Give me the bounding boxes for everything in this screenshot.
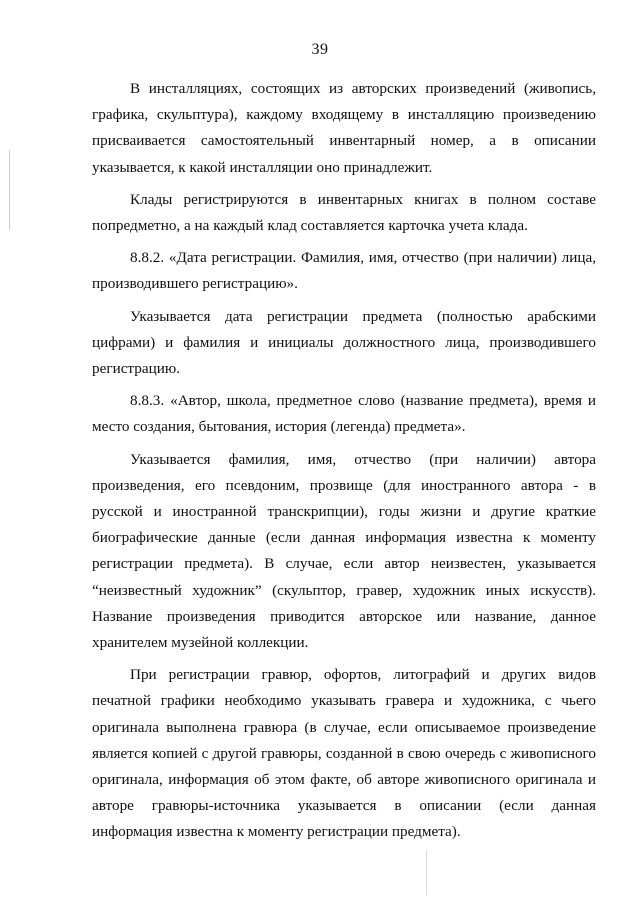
binding-mark: [426, 850, 427, 895]
paragraph-section-8-8-2: 8.8.2. «Дата регистрации. Фамилия, имя, отчество (при наличии) лица, производившего регистрацию».: [92, 249, 596, 293]
paragraph-treasures: Клады регистрируются в инвентарных книгах в полном составе попредметно, а на каждый клад составляется карточка учета клада.: [92, 190, 596, 235]
paragraph-author-info: Указывается фамилия, имя, отчество (при наличии) автора произведения, его псевдоним, прозвище (для иностранного автора - в русской и иностранной транскрипции), годы жизни и другие краткие биографические данные (если данная информация известна к моменту регистрации предмета). В случае, если автор неизвестен, указывается “неизвестный художник” (скульптор, гравер, художник иных искусств). Название произведения приводится авторское или название, данное хранителем музейной коллекции.: [92, 450, 596, 652]
paragraph-registration-date: Указывается дата регистрации предмета (полностью арабскими цифрами) и фамилия и инициалы должностного лица, производившего регистрацию.: [92, 307, 596, 378]
binding-mark: [9, 150, 10, 230]
paragraph-installations: В инсталляциях, состоящих из авторских произведений (живопись, графика, скульптура), каждому входящему в инсталляцию произведению присваивается самостоятельный инвентарный номер, а в описании указывается, к какой инсталляции оно принадлежит.: [92, 80, 596, 176]
paragraph-section-8-8-3: 8.8.3. «Автор, школа, предметное слово (название предмета), время и место создания, бытования, история (легенда) предмета».: [92, 392, 596, 436]
body-text: [92, 76, 596, 852]
paragraph-engravings: При регистрации гравюр, офортов, литографий и других видов печатной графики необходимо указывать гравера и художника, с чьего оригинала выполнена гравюра (в случае, если описываемое произведение является копией с другой гравюры, созданной в свою очередь с живописного оригинала, информация об этом факте, об авторе живописного оригинала и авторе гравюры-источника указывается в описании (если данная информация известна к моменту регистрации предмета).: [92, 666, 596, 841]
page-number: 39: [311, 41, 329, 58]
